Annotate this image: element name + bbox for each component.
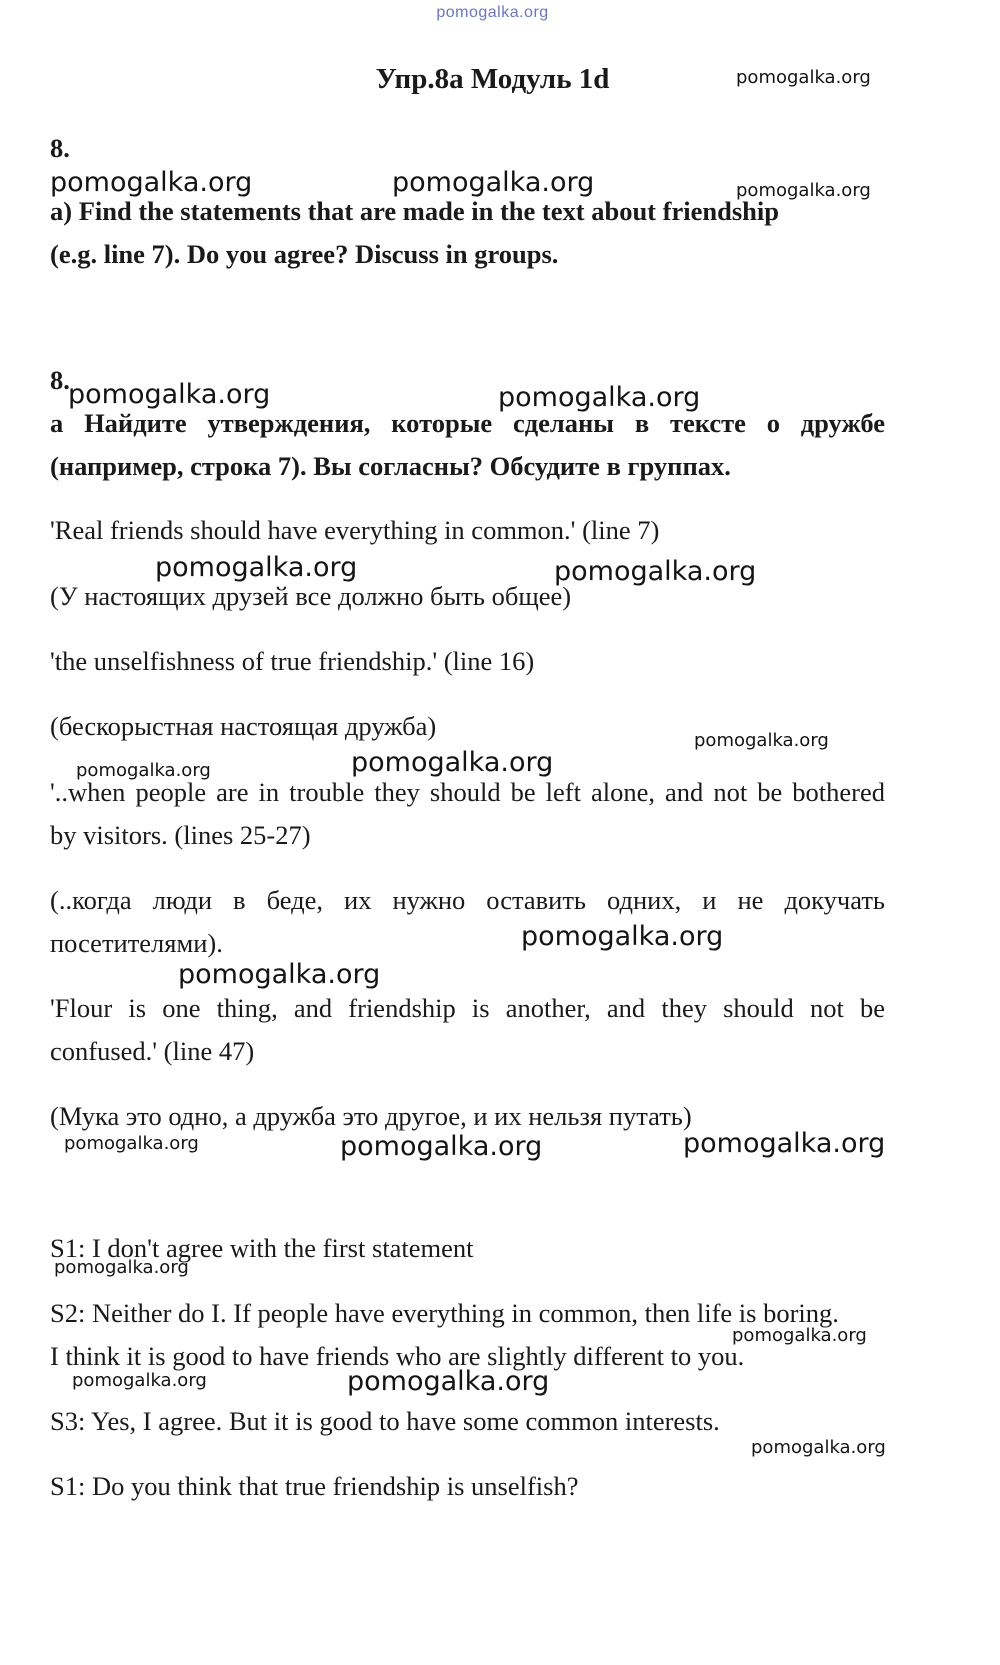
dialogue-line: S3: Yes, I agree. But it is good to have some common interests. [50,1406,720,1436]
statement-quote-continued: confused.' (line 47) [50,1036,255,1066]
statement-translation: (У настоящих друзей все должно быть общее) [50,581,572,611]
watermark: pomogalka.org [521,921,724,952]
task-instruction-en-line2: (e.g. line 7). Do you agree? Discuss in groups. [50,239,559,269]
statement-translation: (бескорыстная настоящая дружба) [50,711,437,741]
watermark: pomogalka.org [340,1131,543,1162]
task-instruction-ru-line2: (например, строка 7). Вы согласны? Обсудите в группах. [50,451,731,481]
statement-quote: 'Real friends should have everything in common.' (line 7) [50,515,660,545]
watermark: pomogalka.org [178,959,381,990]
statement-quote: 'Flour is one thing, and friendship is another, and they should not be [50,993,885,1023]
watermark: pomogalka.org [554,556,757,587]
watermark: pomogalka.org [68,379,271,410]
watermark: pomogalka.org [76,760,211,781]
statement-translation: (..когда люди в беде, их нужно оставить одних, и не докучать [50,885,885,915]
page-title: Упр.8а Модуль 1d [375,63,610,95]
watermark: pomogalka.org [392,167,595,198]
watermark: pomogalka.org [64,1133,199,1154]
watermark: pomogalka.org [694,730,829,751]
dialogue-line: S1: I don't agree with the first statement [50,1233,474,1263]
statement-quote-continued: by visitors. (lines 25-27) [50,820,311,850]
statement-translation: (Мука это одно, а дружба это другое, и их нельзя путать) [50,1101,692,1131]
dialogue-line: S2: Neither do I. If people have everything in common, then life is boring. [50,1298,839,1328]
statement-translation-continued: посетителями). [50,928,223,958]
task-instruction-ru-line1: а Найдите утверждения, которые сделаны в тексте о дружбе [50,408,885,438]
watermark: pomogalka.org [155,552,358,583]
watermark: pomogalka.org [498,382,701,413]
watermark: pomogalka.org [751,1437,886,1458]
task-number-ru: 8. [50,365,70,395]
statement-quote: 'the unselfishness of true friendship.' (line 16) [50,646,535,676]
dialogue-line: S1: Do you think that true friendship is unselfish? [50,1471,579,1501]
watermark: pomogalka.org [347,1366,550,1397]
dialogue-line-continued: I think it is good to have friends who are slightly different to you. [50,1341,745,1371]
site-watermark-header: pomogalka.org [436,4,549,21]
watermark: pomogalka.org [351,747,554,778]
watermark: pomogalka.org [50,167,253,198]
watermark: pomogalka.org [54,1257,189,1278]
statement-quote: '..when people are in trouble they should be left alone, and not be bothered [50,777,885,807]
watermark: pomogalka.org [736,180,871,201]
watermark: pomogalka.org [683,1128,886,1159]
watermark: pomogalka.org [732,1325,867,1346]
task-number-en: 8. [50,133,70,163]
watermark: pomogalka.org [72,1370,207,1391]
task-instruction-en-line1: a) Find the statements that are made in the text about friendship [50,196,779,226]
watermark: pomogalka.org [736,67,871,88]
